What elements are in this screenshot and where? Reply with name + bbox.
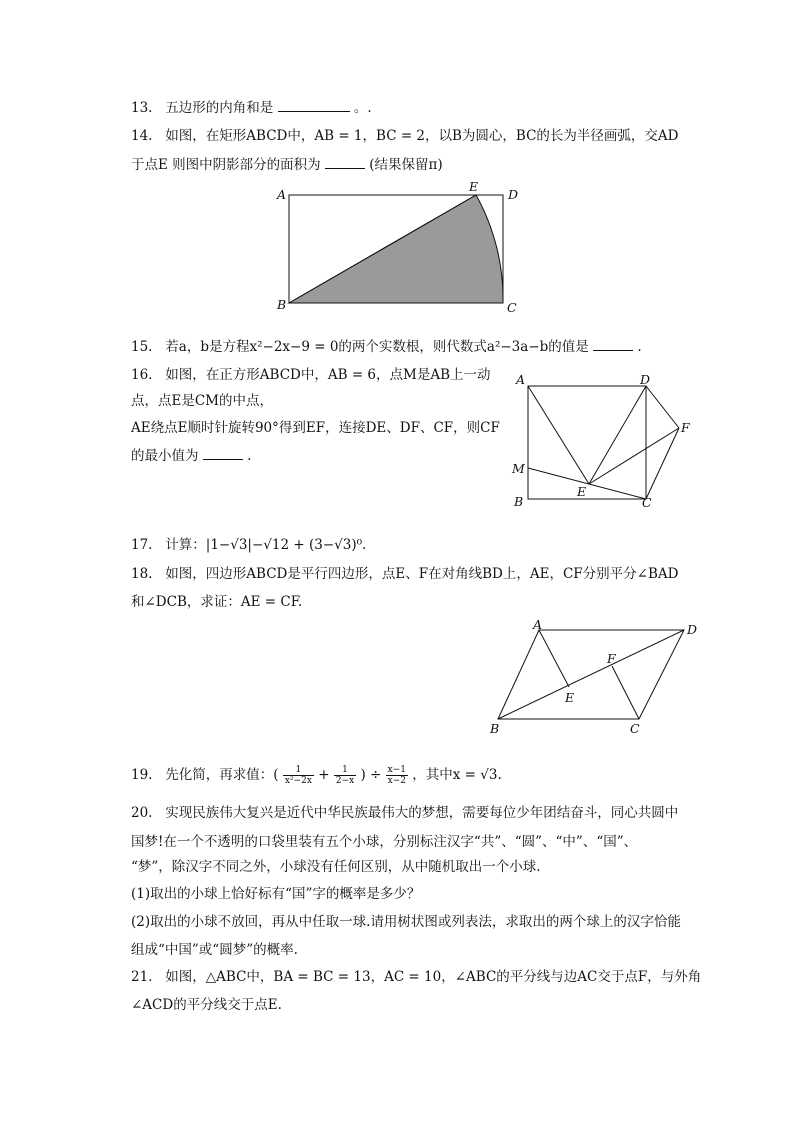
question-text: AE绕点E顺时针旋转90°得到EF，连接DE、DF、CF，则CF [131,420,500,436]
question-21-line-2 [131,996,282,1014]
question-20-line-3 [131,858,541,876]
question-text: 点，点E是CM的中点， [131,393,274,409]
segment-mc [528,468,646,499]
label-c: C [630,721,640,736]
question-text: 实现民族伟大复兴是近代中华民族最伟大的梦想，需要每位少年团结奋斗，同心共圆中 [165,805,679,821]
label-d: D [687,622,698,637]
question-21-line-1 [131,968,701,986]
question-20-line-4 [131,885,420,903]
segment-df [646,386,679,428]
question-text: 如图，在矩形ABCD中，AB = 1，BC = 2，以B为圆心，BC的长为半径画弧，交AD [165,128,679,144]
figure-18-parallelogram [485,615,715,740]
segment-cf [612,666,639,719]
segment-de [589,386,646,484]
question-16-line-3 [131,419,500,437]
question-text: “梦”，除汉字不同之外，小球没有任何区别，从中随机取出一个小球. [131,859,541,875]
question-text: (结果保留π) [369,157,443,173]
fraction-1-numerator: 1 [283,765,314,776]
label-a: A [277,187,287,202]
fraction-3-denominator: x−2 [387,776,406,786]
question-15 [131,338,642,356]
fraction-2-numerator: 1 [334,765,356,776]
question-20-line-1 [131,804,678,822]
label-f: F [681,420,690,435]
figure-14-rectangle [270,178,530,318]
question-text: (2)取出的小球不放回，再从中任取一球.请用树状图或列表法，求取出的两个球上的汉字恰能 [131,914,681,930]
question-text: ∠ACD的平分线交于点E. [131,997,282,1013]
question-number: 15. [131,339,153,355]
question-18-line-1 [131,565,678,583]
question-text: 若a，b是方程x²−2x−9 = 0的两个实数根，则代数式a²−3a−b的值是 [165,339,589,355]
question-14-line-2 [131,156,443,174]
question-text: 五边形的内角和是 [165,100,274,116]
question-text: 计算：|1−√3|−√12 + (3−√3)⁰. [165,537,367,553]
square-abcd [528,386,646,499]
question-number: 13. [131,100,153,116]
divide-sign: ) ÷ [360,767,382,783]
label-a: A [516,372,526,387]
label-d: D [640,372,651,387]
diagonal-bd [498,630,684,719]
question-number: 21. [131,969,153,985]
question-20-line-5 [131,913,681,931]
question-text: ，其中x = √3. [412,767,502,783]
answer-blank[interactable] [203,447,243,460]
label-c: C [642,495,652,510]
question-text: (1)取出的小球上恰好标有“国”字的概率是多少？ [131,886,421,902]
question-17 [131,536,366,554]
fraction-1-denominator: x²−2x [284,776,312,786]
question-number: 19. [131,767,153,783]
question-text: 如图，在正方形ABCD中，AB = 6，点M是AB上一动 [165,367,491,383]
question-20-line-6 [131,941,298,959]
fraction-2 [334,765,356,786]
question-number: 16. [131,367,153,383]
label-e: E [469,179,479,194]
label-b: B [514,494,524,509]
shaded-region [289,195,503,303]
question-20-line-2 [131,833,637,851]
fraction-1 [283,765,314,786]
question-text: 先化简，再求值：( [165,767,279,783]
question-text: 组成“中国”或“圆梦”的概率. [131,942,298,958]
question-text: 如图，四边形ABCD是平行四边形，点E、F在对角线BD上，AE，CF分别平分∠BAD [165,566,679,582]
question-end: 。. [353,100,372,116]
answer-blank[interactable] [325,156,365,169]
label-a: A [533,617,543,632]
question-number: 18. [131,566,153,582]
fraction-3-numerator: x−1 [387,765,406,775]
question-13 [131,99,372,117]
label-d: D [508,187,519,202]
label-c: C [507,300,517,315]
question-end: . [247,448,252,464]
question-text: 的最小值为 [131,448,199,464]
question-14-line-1 [131,127,679,145]
question-19 [131,764,502,786]
segment-ae [528,386,589,484]
figure-16-square [505,370,705,515]
fraction-2-denominator: 2−x [335,776,355,786]
label-f: F [607,651,616,666]
answer-blank[interactable] [278,99,350,112]
label-b: B [490,721,500,736]
question-16-line-2 [131,392,273,410]
answer-blank[interactable] [593,338,633,351]
label-m: M [512,461,525,476]
plus-sign: + [318,767,330,783]
fraction-3 [386,765,408,786]
segment-ae [539,630,569,687]
label-b: B [277,297,287,312]
question-end: . [637,339,642,355]
question-text: 国梦!在一个不透明的口袋里装有五个小球，分别标注汉字“共”、“圆”、“中”、“国”、 [131,834,638,850]
question-text: 如图，△ABC中，BA = BC = 13，AC = 10，∠ABC的平分线与边AC交于点F，与外角 [165,969,702,985]
question-number: 17. [131,537,153,553]
question-number: 20. [131,805,153,821]
label-e: E [577,484,587,499]
question-text: 于点E 则图中阴影部分的面积为 [131,157,321,173]
question-16-line-1 [131,366,491,384]
question-number: 14. [131,128,153,144]
label-e: E [565,690,575,705]
question-16-line-4 [131,447,251,465]
question-text: 和∠DCB，求证：AE = CF. [131,594,303,610]
question-18-line-2 [131,593,302,611]
